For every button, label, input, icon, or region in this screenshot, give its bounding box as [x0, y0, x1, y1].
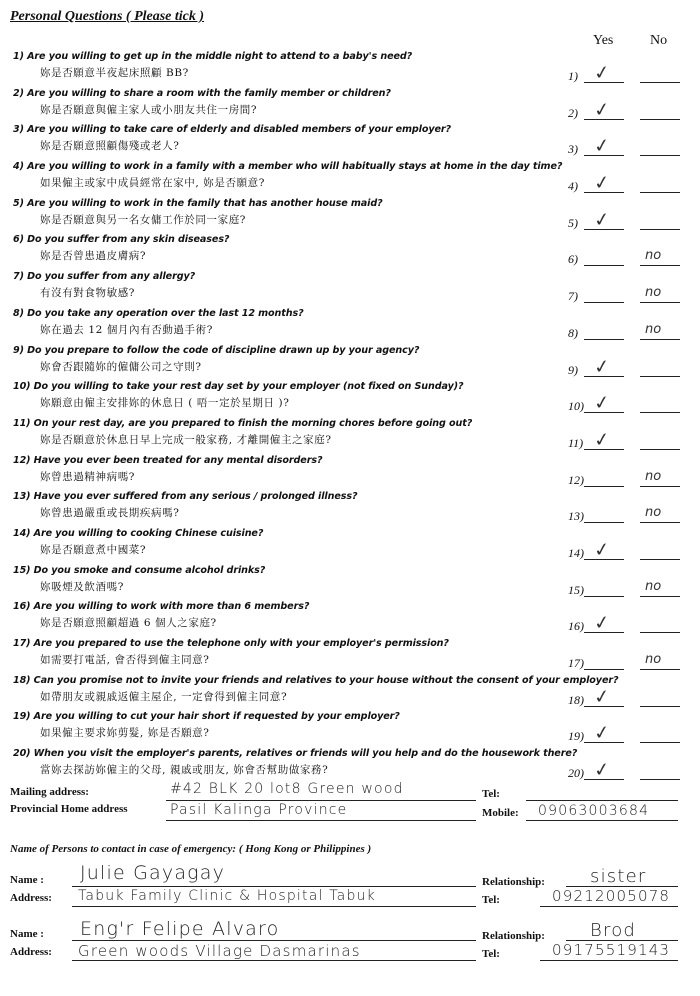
- question-text-zh: 妳是否願意與另一名女傭工作於同一家庭?: [40, 213, 247, 226]
- question-row: [0, 708, 700, 745]
- question-number: 6): [568, 252, 578, 267]
- no-answer-line[interactable]: [640, 192, 680, 193]
- question-row: [0, 85, 700, 122]
- question-row: [0, 672, 700, 709]
- yes-tick-icon: ✓: [592, 134, 612, 159]
- question-text-zh: 妳在過去 12 個月內有否動過手術?: [40, 323, 213, 336]
- question-number: 2): [568, 105, 578, 120]
- no-answer-line[interactable]: [640, 779, 680, 780]
- yes-tick-icon: ✓: [592, 97, 612, 122]
- question-number: 18): [568, 692, 584, 707]
- question-text-en: 1) Are you willing to get up in the middle night to attend to a baby's need?: [13, 51, 413, 62]
- question-text-zh: 如果僱主或家中成員經常在家中, 妳是否願意?: [40, 177, 266, 190]
- question-text-zh: 妳是否願意照顧傷殘或老人?: [40, 140, 180, 153]
- question-row: [0, 158, 700, 195]
- tel-label: Tel:: [482, 788, 500, 800]
- no-column-header: No: [650, 33, 668, 48]
- question-number: 1): [568, 69, 578, 83]
- yes-tick-icon: ✓: [592, 758, 612, 783]
- mailing-address-value[interactable]: #42 BLK 20 lot8 Green wood: [170, 781, 404, 797]
- question-number: 10): [568, 399, 584, 414]
- question-row: [0, 48, 700, 85]
- contact1-relationship-value[interactable]: sister: [590, 866, 647, 887]
- contact1-address-value[interactable]: Tabuk Family Clinic & Hospital Tabuk: [78, 888, 376, 904]
- contact2-name-label: Name :: [10, 928, 44, 940]
- question-text-en: 11) On your rest day, are you prepared to finish the morning chores before going out?: [13, 417, 473, 429]
- provincial-address-line: [166, 820, 476, 821]
- contact2-relationship-label: Relationship:: [482, 930, 545, 942]
- yes-tick-icon: ✓: [592, 171, 612, 196]
- question-row: [0, 342, 700, 379]
- contact2-tel-value[interactable]: 09175519143: [552, 941, 671, 959]
- contact1-name-value[interactable]: Julie Gayagay: [80, 862, 226, 884]
- question-number: 8): [568, 325, 578, 340]
- yes-answer-line[interactable]: [584, 339, 624, 340]
- tel-line: [526, 800, 678, 801]
- question-text-en: 19) Are you willing to cut your hair short if requested by your employer?: [13, 711, 400, 723]
- yes-tick-icon: ✓: [592, 611, 612, 636]
- question-row: [0, 562, 700, 599]
- no-answer-line[interactable]: [640, 486, 680, 487]
- yes-tick-icon: ✓: [592, 354, 612, 379]
- yes-tick-icon: ✓: [592, 60, 612, 86]
- yes-column-header: Yes: [593, 33, 614, 48]
- yes-tick-icon: ✓: [592, 391, 612, 416]
- contact2-address-value[interactable]: Green woods Village Dasmarinas: [78, 942, 361, 960]
- question-text-zh: 妳是否願意與僱主家人或小朋友共住一房間?: [40, 103, 258, 116]
- question-number: 19): [568, 729, 584, 744]
- contact1-tel-line: [540, 906, 678, 907]
- question-text-en: 9) Do you prepare to follow the code of discipline drawn up by your agency?: [13, 344, 420, 356]
- question-text-zh: 妳是否願意煮中國菜?: [40, 543, 147, 556]
- contact2-tel-label: Tel:: [482, 948, 500, 960]
- question-text-zh: 妳是否願意於休息日早上完成一般家務, 才離開僱主之家庭?: [40, 433, 332, 446]
- emergency-title: Name of Persons to contact in case of emergency: ( Hong Kong or Philippines ): [10, 843, 372, 855]
- question-text-en: 15) Do you smoke and consume alcohol drinks?: [13, 564, 266, 576]
- question-number: 9): [568, 362, 578, 377]
- provincial-address-label: Provincial Home address: [10, 803, 128, 815]
- question-row: [0, 121, 700, 158]
- no-answer-mark: no: [645, 321, 662, 337]
- contact1-tel-label: Tel:: [482, 894, 500, 906]
- question-number: 14): [568, 545, 584, 560]
- yes-answer-line[interactable]: [584, 669, 624, 670]
- no-answer-line[interactable]: [640, 119, 680, 120]
- no-answer-line[interactable]: [640, 632, 680, 633]
- question-row: [0, 305, 700, 342]
- question-text-en: 17) Are you prepared to use the telephone only with your employer's permission?: [13, 638, 449, 649]
- question-text-en: 14) Are you willing to cooking Chinese cuisine?: [13, 527, 264, 539]
- yes-answer-line[interactable]: [584, 522, 624, 523]
- question-row: [0, 488, 700, 525]
- no-answer-line[interactable]: [640, 412, 680, 413]
- question-text-en: 3) Are you willing to take care of elderly and disabled members of your employer?: [13, 124, 451, 136]
- question-text-en: 4) Are you willing to work in a family with a member who will habitually stays at home in the day time?: [13, 161, 563, 173]
- provincial-address-value[interactable]: Pasil Kalinga Province: [170, 802, 348, 818]
- contact1-address-line: [72, 906, 476, 907]
- question-number: 13): [568, 509, 584, 524]
- yes-tick-icon: ✓: [592, 537, 612, 562]
- question-text-en: 10) Do you willing to take your rest day set by your employer (not fixed on Sunday)?: [13, 381, 464, 393]
- yes-answer-line[interactable]: [584, 265, 624, 266]
- no-answer-line[interactable]: [640, 742, 680, 743]
- yes-tick-icon: ✓: [592, 721, 612, 746]
- no-answer-line[interactable]: [640, 522, 680, 523]
- question-text-zh: 當妳去探訪妳僱主的父母, 親戚或朋友, 妳會否幫助做家務?: [40, 764, 329, 777]
- question-number: 17): [568, 656, 584, 670]
- question-text-zh: 妳是否曾患過皮膚病?: [40, 250, 147, 263]
- question-number: 4): [568, 179, 578, 194]
- contact2-name-line: [72, 940, 476, 941]
- contact2-relationship-value[interactable]: Brod: [590, 920, 637, 941]
- question-number: 3): [568, 142, 578, 157]
- question-row: [0, 231, 700, 268]
- question-row: [0, 525, 700, 562]
- no-answer-line[interactable]: [640, 376, 680, 377]
- no-answer-line[interactable]: [640, 229, 680, 230]
- question-text-zh: 如需要打電話, 會否得到僱主同意?: [40, 654, 210, 666]
- question-row: [0, 415, 700, 452]
- no-answer-line[interactable]: [640, 449, 680, 450]
- question-row: [0, 598, 700, 635]
- no-answer-line[interactable]: [640, 265, 680, 266]
- question-row: [0, 268, 700, 305]
- contact1-tel-value[interactable]: 09212005078: [552, 887, 671, 905]
- question-row: [0, 635, 700, 672]
- question-text-zh: 妳會否跟隨妳的僱傭公司之守則?: [40, 360, 202, 373]
- question-number: 11): [568, 435, 584, 450]
- yes-answer-line[interactable]: [584, 486, 624, 487]
- mobile-label: Mobile:: [482, 807, 519, 819]
- no-answer-mark: no: [645, 468, 662, 484]
- contact2-name-value[interactable]: Eng'r Felipe Alvaro: [80, 918, 280, 940]
- contact1-name-label: Name :: [10, 874, 44, 886]
- no-answer-mark: no: [645, 505, 662, 521]
- no-answer-line[interactable]: [640, 706, 680, 707]
- yes-tick-icon: ✓: [592, 207, 612, 232]
- yes-answer-line[interactable]: [584, 302, 624, 303]
- question-text-en: 2) Are you willing to share a room with the family member or children?: [13, 87, 391, 99]
- question-text-en: 20) When you visit the employer's parents, relatives or friends will you help and do the housework there?: [13, 748, 578, 760]
- yes-tick-icon: ✓: [592, 684, 612, 709]
- question-text-zh: 如果僱主要求妳剪髮, 妳是否願意?: [40, 727, 210, 740]
- mobile-value[interactable]: 09063003684: [538, 803, 650, 819]
- no-answer-line[interactable]: [640, 155, 680, 156]
- question-number: 15): [568, 582, 584, 597]
- question-text-zh: 如帶朋友或親戚返僱主屋企, 一定會得到僱主同意?: [40, 690, 288, 703]
- question-text-zh: 妳是否願意半夜起床照顧 BB?: [40, 67, 189, 79]
- contact1-address-label: Address:: [10, 892, 52, 904]
- page-title: Personal Questions ( Please tick ): [10, 9, 205, 24]
- contact1-relationship-label: Relationship:: [482, 876, 545, 888]
- no-answer-line[interactable]: [640, 596, 680, 597]
- contact1-name-line: [72, 886, 476, 887]
- contact2-address-line: [72, 960, 476, 961]
- question-row: [0, 378, 700, 415]
- question-list: [0, 48, 700, 782]
- no-answer-line[interactable]: [640, 82, 680, 83]
- question-row: [0, 745, 700, 782]
- question-number: 5): [568, 215, 578, 230]
- no-answer-line[interactable]: [640, 339, 680, 340]
- no-answer-line[interactable]: [640, 559, 680, 560]
- question-number: 7): [568, 289, 578, 304]
- question-text-zh: 妳是否願意照顧超過 6 個人之家庭?: [40, 617, 217, 630]
- no-answer-mark: no: [645, 652, 662, 667]
- yes-answer-line[interactable]: [584, 596, 624, 597]
- mailing-address-line: [166, 800, 476, 801]
- question-number: 16): [568, 619, 584, 634]
- no-answer-mark: no: [645, 285, 662, 301]
- question-text-zh: 妳曾患過精神病嗎?: [40, 470, 136, 483]
- question-text-en: 13) Have you ever suffered from any serious / prolonged illness?: [13, 491, 358, 503]
- question-text-en: 5) Are you willing to work in the family that has another house maid?: [13, 197, 383, 209]
- no-answer-mark: no: [645, 248, 662, 264]
- question-text-zh: 有沒有對食物敏感?: [40, 287, 136, 300]
- question-row: [0, 195, 700, 232]
- no-answer-line[interactable]: [640, 302, 680, 303]
- question-number: 12): [568, 472, 584, 487]
- question-text-zh: 妳曾患過嚴重或長期疾病嗎?: [40, 507, 180, 520]
- question-text-en: 6) Do you suffer from any skin diseases?: [13, 234, 230, 246]
- question-text-en: 7) Do you suffer from any allergy?: [13, 271, 196, 283]
- question-text-zh: 妳吸煙及飲酒嗎?: [40, 580, 124, 593]
- mobile-line: [526, 820, 678, 821]
- yes-tick-icon: ✓: [592, 427, 612, 452]
- question-text-en: 18) Can you promise not to invite your friends and relatives to your house without the consent of your employer?: [13, 674, 619, 686]
- contact2-address-label: Address:: [10, 946, 52, 958]
- question-text-en: 12) Have you ever been treated for any mental disorders?: [13, 454, 323, 466]
- no-answer-mark: no: [645, 578, 662, 594]
- contact2-tel-line: [540, 960, 678, 961]
- question-text-en: 8) Do you take any operation over the last 12 months?: [13, 307, 304, 319]
- question-number: 20): [568, 766, 584, 781]
- no-answer-line[interactable]: [640, 669, 680, 670]
- mailing-address-label: Mailing address:: [10, 786, 89, 798]
- question-row: [0, 452, 700, 489]
- question-text-zh: 妳願意由僱主安排妳的休息日 ( 唔一定於星期日 )?: [40, 397, 290, 410]
- question-text-en: 16) Are you willing to work with more than 6 members?: [13, 601, 310, 613]
